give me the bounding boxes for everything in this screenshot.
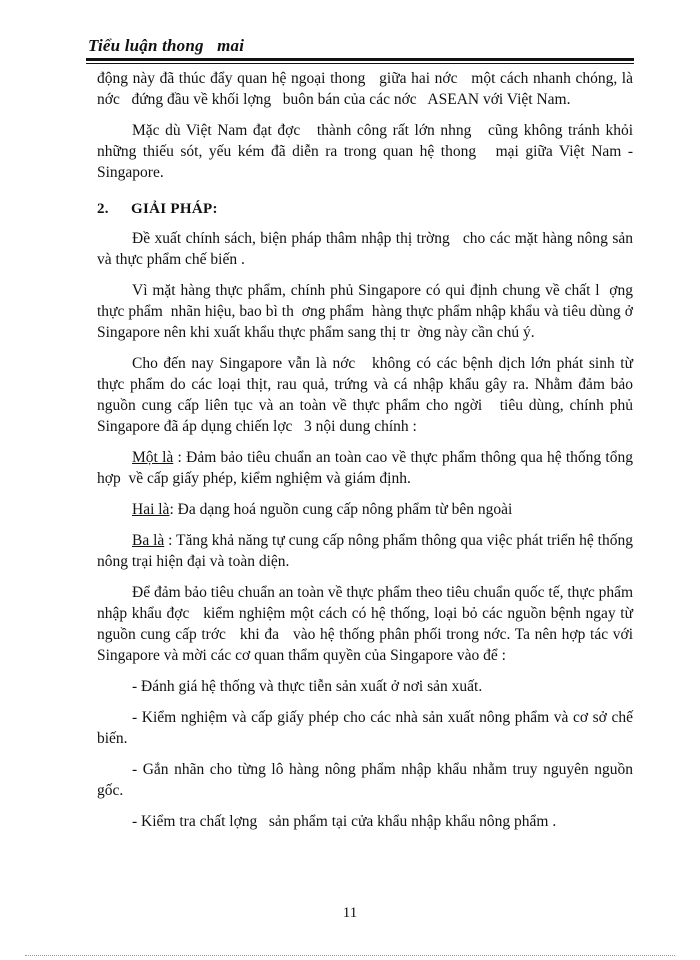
bullet-item: - Gắn nhãn cho từng lô hàng nông phẩm nhập khẩu nhằm truy nguyên nguồn gốc. [97, 761, 637, 799]
section-number: 2. [97, 201, 109, 217]
strategy-item-2 [97, 499, 633, 520]
section-heading [97, 199, 633, 220]
bullet-item: - Kiểm tra chất lợng sản phẩm tại cửa khẩu nhập khẩu nông phẩm . [132, 813, 557, 830]
strategy-item-1-label: Một là [132, 449, 174, 466]
strategy-item-2-text: : Đa dạng hoá nguồn cung cấp nông phẩm từ bên ngoài [169, 501, 513, 518]
paragraph-strategy: Cho đến nay Singapore vẫn là nớc không có các bệnh dịch lớn phát sinh từ thực phẩm do các loại thịt, rau quả, trứng và cá nhập khẩu gây ra. Nhằm đảm bảo nguồn cung cấp liên tục và an toàn về thực phẩm cho ngời tiêu dùng, chính phủ Singapore đã áp dụng chiến lợc 3 nội dung chính : [97, 355, 637, 435]
strategy-item-3-label: Ba là [132, 532, 165, 549]
paragraph-regulation: Vì mặt hàng thực phẩm, chính phủ Singapore có qui định chung về chất l ợng thực phẩm nhãn hiệu, bao bì th ơng phẩm hàng thực phẩm nhập khẩu và tiêu dùng ở Singapore nên khi xuất khẩu thực phẩm sang thị tr ờng này cần chú ý. [97, 282, 637, 341]
section-title: GIẢI PHÁP: [131, 201, 218, 217]
page-number: 11 [342, 905, 358, 921]
bullet-item: - Kiểm nghiệm và cấp giấy phép cho các nhà sản xuất nông phẩm và cơ sở chế biến. [97, 709, 637, 747]
strategy-item-3-text: : Tăng khả năng tự cung cấp nông phẩm thông qua việc phát triển hệ thống nông trại hiện đại và toàn diện. [97, 532, 637, 570]
bullet-item: - Đánh giá hệ thống và thực tiễn sản xuất ở nơi sản xuất. [132, 678, 483, 695]
paragraph-standards: Để đảm bảo tiêu chuẩn an toàn về thực phẩm theo tiêu chuẩn quốc tế, thực phẩm nhập khẩu đợc kiểm nghiệm một cách có hệ thống, loại bỏ các nguồn bệnh ngay từ nguồn cung cấp trớc khi đa vào hệ thống phân phối trong nớc. Ta nên hợp tác với Singapore và mời các cơ quan thẩm quyền của Singapore vào để : [97, 584, 637, 664]
paragraph-intro: Đề xuất chính sách, biện pháp thâm nhập thị trờng cho các mặt hàng nông sản và thực phẩm chế biến . [97, 230, 637, 268]
strategy-item-2-label: Hai là [132, 501, 170, 518]
page-bottom-divider [25, 955, 675, 956]
header-rule-thin [86, 63, 634, 64]
strategy-item-1-text: : Đảm bảo tiêu chuẩn an toàn cao về thực phẩm thông qua hệ thống tổng hợp về cấp giấy phép, kiểm nghiệm và giám định. [97, 449, 637, 487]
paragraph-shortcomings: Mặc dù Việt Nam đạt đợc thành công rất lớn nhng cũng không tránh khỏi những thiếu sót, yếu kém đã diễn ra trong quan hệ thong mại giữa Việt Nam - Singapore. [97, 122, 637, 181]
paragraph-continuation: động này đã thúc đẩy quan hệ ngoại thong giữa hai nớc một cách nhanh chóng, là nớc đứng đầu về khối lợng buôn bán của các nớc ASEAN với Việt Nam. [97, 70, 637, 108]
header-title: Tiểu luận thong mai [88, 36, 245, 55]
document-body [97, 68, 637, 842]
strategy-item-3 [97, 530, 637, 572]
header-rule-thick [86, 58, 634, 61]
strategy-item-1 [97, 447, 637, 489]
